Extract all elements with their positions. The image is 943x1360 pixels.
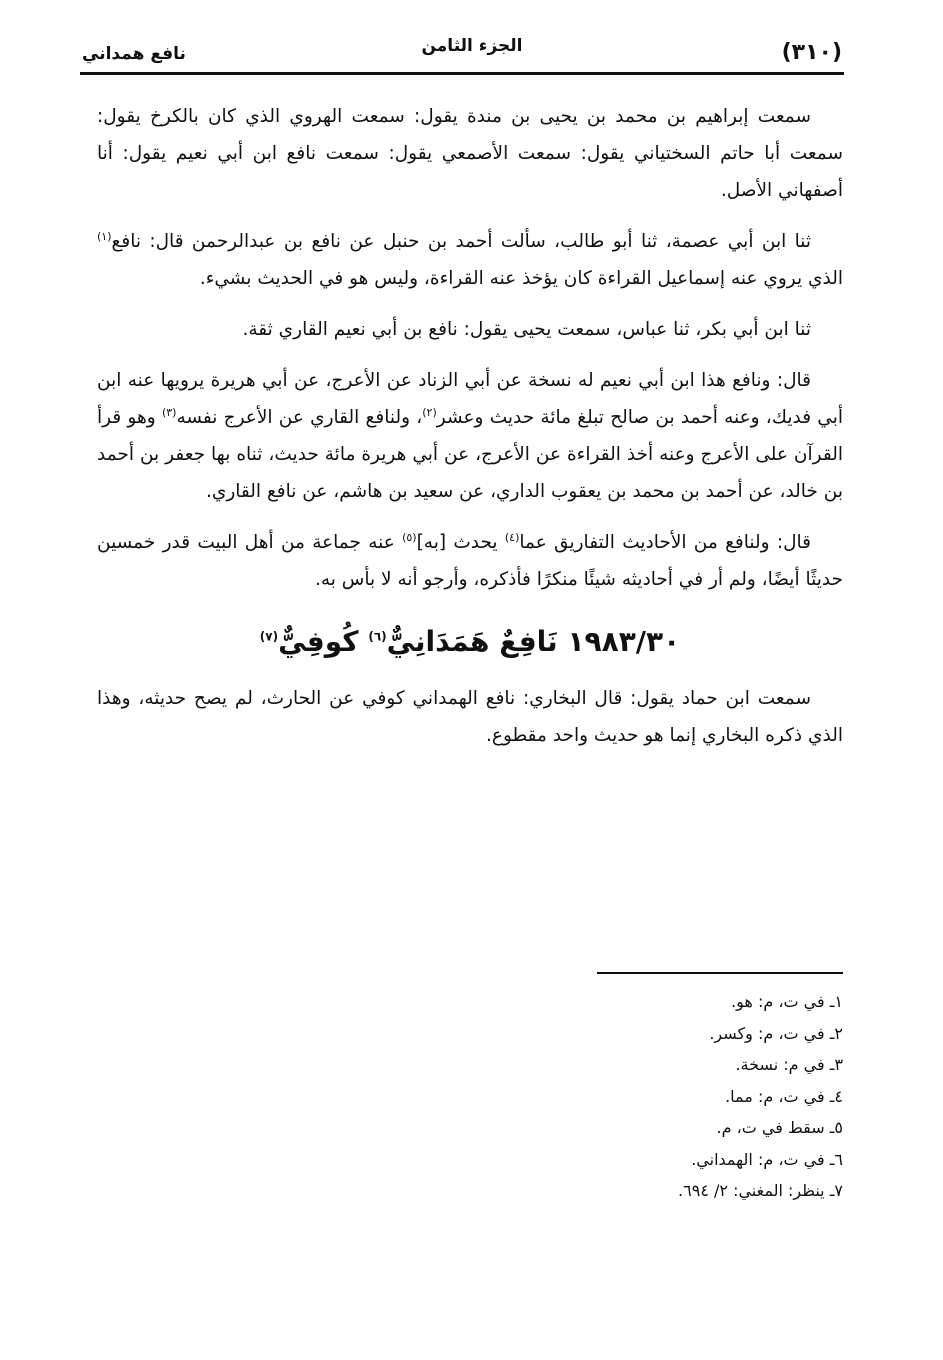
footnote-ref-2: (٢): [422, 405, 437, 419]
footnotes: [243, 986, 843, 1207]
footnote-1: ١ـ في ت، م: هو.: [731, 992, 843, 1011]
footnote-rule: [597, 972, 843, 974]
paragraph-1: سمعت إبراهيم بن محمد بن يحيى بن مندة يقول: سمعت الهروي الذي كان بالكرخ يقول: سمعت أبا حاتم السختياني يقول: سمعت الأصمعي يقول: سمعت نافع ابن أبي نعيم يقول: أنا أصفهاني الأصل.: [97, 106, 843, 201]
paragraph-4-text-a: قال: ونافع هذا ابن أبي نعيم له نسخة عن أبي الزناد عن الأعرج، عن أبي هريرة يرويها عنه ابن أبي فديك، وعنه أحمد بن صالح تبلغ مائة حديث وعشر: [97, 370, 844, 428]
footnote-ref-1: (١): [97, 229, 112, 243]
main-text: [97, 98, 843, 768]
paragraph-5-text-c: عنه جماعة من أهل البيت قدر خمسين حديثًا أيضًا، ولم أر في أحاديثه شيئًا منكرًا فأذكره، وأرجو أنه لا بأس به.: [97, 532, 843, 590]
running-topic: نافع همداني: [82, 44, 186, 64]
footnote-ref-4: (٤): [504, 530, 520, 544]
footnote-ref-6: (٦): [368, 629, 387, 644]
entry-heading-origin: كُوفِيٌّ: [278, 625, 369, 658]
running-header: [82, 32, 842, 72]
paragraph-4: [97, 362, 843, 510]
paragraph-5: [97, 524, 843, 598]
footnote-5: ٥ـ سقط في ت، م.: [716, 1118, 843, 1137]
footnote-3: ٣ـ في م: نسخة.: [735, 1055, 843, 1074]
footnote-2: ٢ـ في ت، م: وكسر.: [709, 1023, 843, 1043]
paragraph-6: سمعت ابن حماد يقول: قال البخاري: نافع الهمداني كوفي عن الحارث، لم يصح حديثه، وهذا الذي ذكره البخاري إنما هو حديث واحد مقطوع.: [97, 688, 843, 746]
paragraph-2-text-a: ثنا ابن أبي عصمة، ثنا أبو طالب، سألت أحمد بن حنبل عن نافع بن عبدالرحمن قال: نافع: [111, 231, 811, 252]
paragraph-4-text-c: وهو قرأ القرآن على الأعرج وعنه أخذ القراءة عن الأعرج، عن أبي هريرة مائة حديث، ثناه بها جعفر بن أحمد بن خالد، عن أحمد بن محمد بن يعقوب الداري، عن سعيد بن هاشم، عن نافع القاري.: [97, 407, 843, 502]
paragraph-5-text-a: قال: ولنافع من الأحاديث التفاريق عما: [519, 532, 811, 553]
page-number: (٣١٠): [781, 40, 842, 65]
paragraph-3: ثنا ابن أبي بكر، ثنا عباس، سمعت يحيى يقول: نافع بن أبي نعيم القاري ثقة.: [242, 319, 811, 340]
entry-heading: [97, 612, 843, 672]
footnote-4: ٤ـ في ت، م: مما.: [725, 1086, 843, 1106]
volume-title: الجزء الثامن: [421, 36, 523, 56]
paragraph-2-text-b: الذي يروي عنه إسماعيل القراءة كان يؤخذ عنه القراءة، وليس هو في الحديث بشيء.: [199, 268, 843, 289]
footnote-ref-7: (٧): [259, 629, 279, 644]
footnote-6: ٦ـ في ت، م: الهمداني.: [691, 1149, 843, 1169]
paragraph-2: [97, 223, 843, 297]
paragraph-4-text-b: ، ولنافع القاري عن الأعرج نفسه: [176, 407, 423, 428]
footnote-ref-3: (٣): [161, 405, 177, 419]
paragraph-5-text-b: يحدث [به]: [416, 532, 505, 553]
footnote-7: ٧ـ ينظر: المغني: ٢/ ٦٩٤.: [678, 1181, 843, 1200]
entry-heading-name: ١٩٨٣/٣٠ نَافِعٌ هَمَدَانِيٌّ: [386, 625, 681, 658]
footnote-ref-5: (٥): [402, 530, 417, 544]
header-rule: [80, 72, 844, 75]
